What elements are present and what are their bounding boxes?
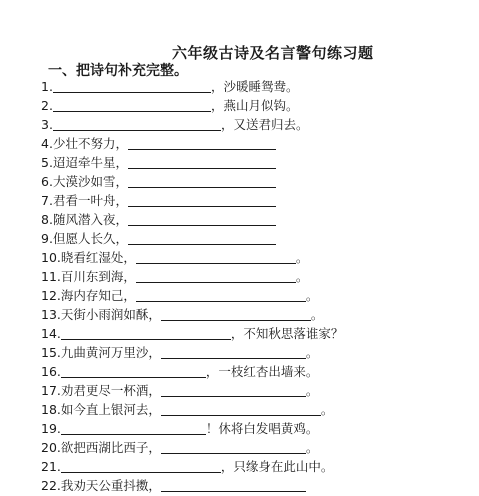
verse-after: ，只缘身在此山中。	[220, 459, 334, 474]
answer-blank[interactable]	[128, 231, 276, 245]
verse-after: 。	[320, 402, 334, 417]
question-number: 10.	[41, 250, 61, 265]
question-number: 17.	[41, 383, 61, 398]
verse-before: 但愿人长久，	[52, 231, 128, 246]
verse-before: 迢迢牵牛星，	[52, 155, 128, 170]
question-number: 1.	[41, 79, 53, 94]
verse-before: 欲把西湖比西子，	[60, 440, 161, 455]
question-number: 16.	[41, 364, 61, 379]
verse-after: ，不知秋思落谁家？	[230, 326, 344, 341]
question-number: 21.	[41, 459, 61, 474]
question-item	[41, 325, 343, 344]
answer-blank[interactable]	[53, 98, 211, 112]
verse-after: 。	[305, 288, 319, 303]
question-number: 12.	[41, 288, 61, 303]
verse-before: 天街小雨润如酥，	[60, 307, 161, 322]
answer-blank[interactable]	[61, 421, 206, 435]
question-item	[41, 401, 343, 420]
verse-after: 。	[305, 345, 319, 360]
verse-before: 劝君更尽一杯酒，	[60, 383, 161, 398]
verse-before: 君看一叶舟，	[52, 193, 128, 208]
question-number: 9.	[41, 231, 53, 246]
answer-blank[interactable]	[136, 250, 296, 264]
question-number: 6.	[41, 174, 53, 189]
verse-before: 少壮不努力，	[52, 136, 128, 151]
answer-blank[interactable]	[136, 269, 296, 283]
question-item	[41, 230, 343, 249]
verse-after: 。	[305, 383, 319, 398]
question-number: 20.	[41, 440, 61, 455]
question-item	[41, 268, 343, 287]
question-item	[41, 154, 343, 173]
question-list	[41, 78, 343, 496]
answer-blank[interactable]	[161, 440, 306, 454]
answer-blank[interactable]	[61, 459, 221, 473]
page-title: 六年级古诗及名言警句练习题	[172, 44, 374, 62]
question-item	[41, 249, 343, 268]
question-number: 18.	[41, 402, 61, 417]
question-number: 7.	[41, 193, 53, 208]
question-number: 15.	[41, 345, 61, 360]
question-number: 2.	[41, 98, 53, 113]
answer-blank[interactable]	[128, 193, 276, 207]
verse-before: 海内存知己，	[60, 288, 136, 303]
question-item	[41, 344, 343, 363]
answer-blank[interactable]	[161, 478, 306, 492]
question-item	[41, 173, 343, 192]
verse-after: 。	[295, 250, 309, 265]
verse-before: 九曲黄河万里沙，	[60, 345, 161, 360]
question-item	[41, 97, 343, 116]
verse-before: 随风潜入夜，	[52, 212, 128, 227]
verse-before: 大漠沙如雪，	[52, 174, 128, 189]
question-item	[41, 287, 343, 306]
question-item	[41, 363, 343, 382]
answer-blank[interactable]	[53, 79, 211, 93]
question-item	[41, 477, 343, 496]
verse-after: ，一枝红杏出墙来。	[205, 364, 319, 379]
question-number: 11.	[41, 269, 61, 284]
answer-blank[interactable]	[53, 117, 221, 131]
question-item	[41, 116, 343, 135]
question-number: 14.	[41, 326, 61, 341]
answer-blank[interactable]	[61, 364, 206, 378]
question-item	[41, 211, 343, 230]
verse-after: ，燕山月似钩。	[210, 98, 299, 113]
question-item	[41, 382, 343, 401]
answer-blank[interactable]	[61, 326, 231, 340]
question-number: 4.	[41, 136, 53, 151]
verse-after: ！休将白发唱黄鸡。	[205, 421, 319, 436]
verse-after: ，又送君归去。	[220, 117, 309, 132]
verse-after: 。	[310, 307, 324, 322]
section-heading: 一、把诗句补充完整。	[48, 63, 188, 79]
answer-blank[interactable]	[128, 212, 276, 226]
question-number: 8.	[41, 212, 53, 227]
question-item	[41, 78, 343, 97]
question-item	[41, 306, 343, 325]
question-number: 13.	[41, 307, 61, 322]
verse-before: 如今直上银河去，	[60, 402, 161, 417]
question-number: 5.	[41, 155, 53, 170]
answer-blank[interactable]	[161, 307, 311, 321]
question-item	[41, 192, 343, 211]
verse-after: 。	[305, 440, 319, 455]
answer-blank[interactable]	[161, 383, 306, 397]
question-item	[41, 135, 343, 154]
question-number: 3.	[41, 117, 53, 132]
answer-blank[interactable]	[128, 174, 276, 188]
answer-blank[interactable]	[128, 155, 276, 169]
verse-after: 。	[295, 269, 309, 284]
answer-blank[interactable]	[161, 402, 321, 416]
question-item	[41, 420, 343, 439]
question-number: 19.	[41, 421, 61, 436]
question-item	[41, 458, 343, 477]
verse-before: 百川东到海，	[60, 269, 136, 284]
question-item	[41, 439, 343, 458]
verse-before: 我劝天公重抖擞，	[60, 478, 161, 493]
verse-after: ，沙暖睡鸳鸯。	[210, 79, 299, 94]
answer-blank[interactable]	[161, 345, 306, 359]
question-number: 22.	[41, 478, 61, 493]
answer-blank[interactable]	[136, 288, 306, 302]
verse-before: 晓看红湿处，	[60, 250, 136, 265]
answer-blank[interactable]	[128, 136, 276, 150]
